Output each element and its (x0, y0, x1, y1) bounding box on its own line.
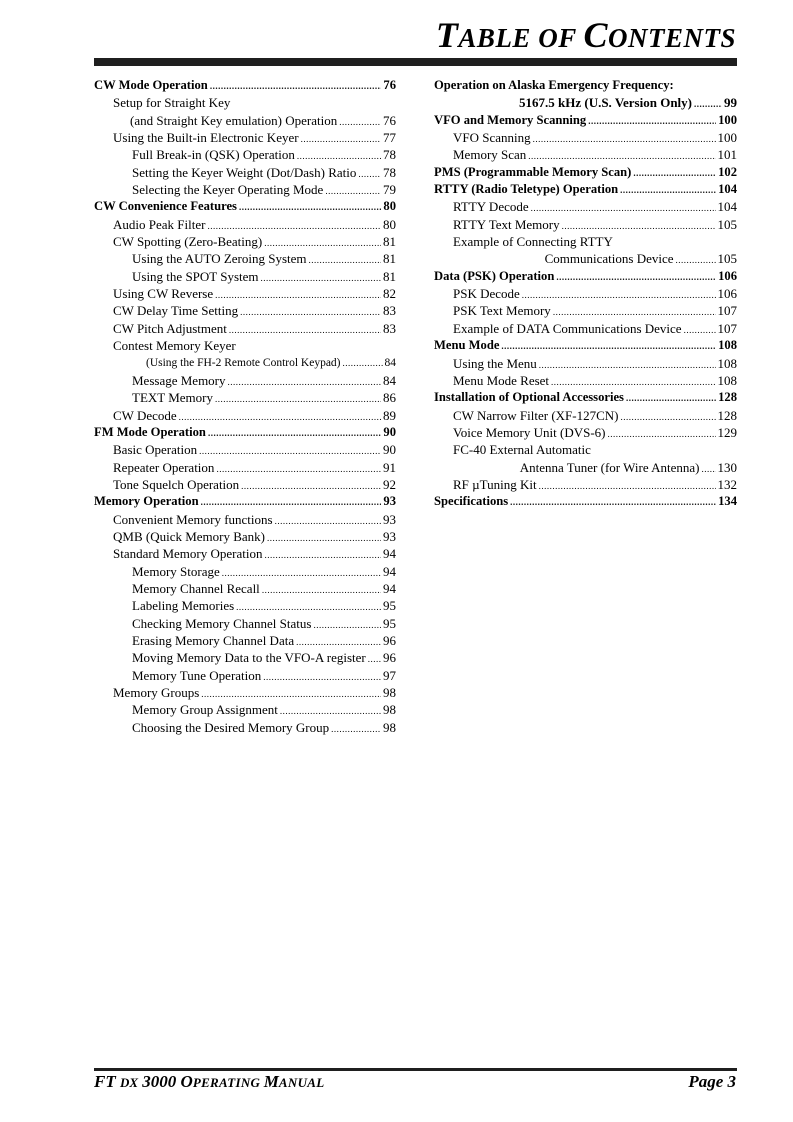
toc-entry-title: Installation of Optional Accessories (434, 390, 624, 405)
toc-entry-page: 98 (383, 719, 396, 735)
dot-leader (296, 638, 381, 647)
toc-entry[interactable] (434, 268, 737, 285)
toc-entry-title: Choosing the Desired Memory Group (132, 719, 330, 735)
toc-entry[interactable] (94, 563, 396, 580)
dot-leader (215, 291, 381, 300)
toc-entry[interactable] (94, 667, 396, 684)
toc-entry-page: 76 (383, 112, 396, 128)
dot-leader (556, 273, 716, 282)
toc-entry-page: 84 (383, 372, 396, 388)
toc-entry-page: 93 (383, 528, 396, 544)
page-number: Page 3 (688, 1072, 736, 1091)
dot-leader (313, 621, 381, 630)
dot-leader (228, 378, 381, 387)
toc-entry-page: 96 (383, 650, 396, 666)
toc-entry[interactable] (434, 285, 737, 302)
toc-entry-title: RF µTuning Kit (453, 476, 537, 492)
dot-leader (684, 326, 716, 335)
toc-entry-title: Memory Scan (453, 147, 527, 163)
toc-entry-page: 108 (717, 372, 737, 388)
toc-entry[interactable] (434, 476, 737, 493)
toc-entry-title: Convenient Memory functions (113, 511, 273, 527)
toc-entry-page: 98 (383, 702, 396, 718)
toc-entry[interactable] (94, 198, 396, 215)
toc-entry-title: Memory Group Assignment (132, 702, 278, 718)
toc-entry[interactable] (94, 493, 396, 510)
toc-entry-page: 129 (717, 424, 737, 440)
dot-leader (368, 655, 381, 664)
dot-leader (215, 395, 381, 404)
toc-entry[interactable] (434, 146, 737, 163)
toc-entry[interactable] (434, 372, 737, 389)
toc-entry-page: 83 (383, 303, 396, 319)
toc-entry-title: Example of DATA Communications Device (453, 320, 682, 336)
toc-entry[interactable] (94, 701, 396, 718)
dot-leader (510, 498, 716, 507)
toc-entry[interactable] (434, 355, 737, 372)
toc-entry-title: Voice Memory Unit (DVS-6) (453, 424, 606, 440)
toc-entry[interactable] (94, 164, 396, 181)
toc-entry-title: Using the SPOT System (132, 268, 259, 284)
toc-entry[interactable] (434, 407, 737, 424)
toc-entry-page: 93 (383, 511, 396, 527)
toc-entry[interactable] (434, 77, 737, 94)
toc-entry[interactable] (94, 268, 396, 285)
toc-entry-title: Checking Memory Channel Status (132, 615, 312, 631)
toc-entry[interactable] (94, 649, 396, 666)
toc-entry[interactable] (94, 320, 396, 337)
toc-entry[interactable] (94, 597, 396, 614)
dot-leader (694, 100, 722, 109)
toc-entry[interactable] (94, 632, 396, 649)
toc-entry-title: Setup for Straight Key (113, 95, 231, 111)
toc-entry-title: Specifications (434, 494, 509, 509)
toc-entry-title: FM Mode Operation (94, 424, 206, 439)
toc-entry-page: 78 (383, 147, 396, 163)
page-title: TABLE OF CONTENTS (435, 15, 736, 55)
footer-rule (94, 1068, 737, 1071)
toc-entry[interactable] (94, 216, 396, 233)
dot-leader (280, 707, 381, 716)
dot-leader (241, 482, 381, 491)
toc-entry-page: 106 (717, 286, 737, 302)
toc-entry[interactable] (94, 285, 396, 302)
toc-entry[interactable] (434, 320, 737, 337)
dot-leader (216, 465, 381, 474)
toc-entry-title: Operation on Alaska Emergency Frequency: (434, 78, 674, 92)
toc-entry[interactable] (434, 216, 737, 233)
toc-entry[interactable] (94, 441, 396, 458)
dot-leader (553, 308, 716, 317)
toc-entry-title: Using the AUTO Zeroing System (132, 251, 307, 267)
toc-entry-title: CW Spotting (Zero-Beating) (113, 234, 263, 250)
dot-leader (522, 291, 716, 300)
dot-leader (551, 378, 715, 387)
dot-leader (501, 342, 716, 351)
toc-entry[interactable] (434, 337, 737, 354)
dot-leader (201, 498, 382, 507)
toc-entry[interactable] (94, 684, 396, 701)
dot-leader (325, 187, 381, 196)
toc-entry-page: 86 (383, 390, 396, 406)
toc-entry-title: VFO Scanning (453, 130, 531, 146)
toc-entry[interactable] (434, 164, 737, 181)
toc-entry[interactable] (434, 94, 737, 111)
dot-leader (531, 204, 716, 213)
toc-entry-page: 76 (383, 78, 396, 92)
dot-leader (626, 394, 716, 403)
toc-entry-title: PSK Decode (453, 286, 520, 302)
toc-entry-title: Using CW Reverse (113, 286, 214, 302)
toc-entry-page: 98 (383, 685, 396, 701)
toc-entry[interactable] (94, 615, 396, 632)
dot-leader (339, 118, 381, 127)
toc-entry-title: Memory Operation (94, 494, 199, 509)
toc-entry-title: VFO and Memory Scanning (434, 112, 587, 127)
dot-leader (621, 413, 716, 422)
toc-entry[interactable] (94, 528, 396, 545)
toc-entry-page: 96 (383, 633, 396, 648)
toc-entry[interactable] (94, 424, 396, 441)
toc-entry[interactable] (434, 389, 737, 406)
toc-entry-page: 100 (718, 112, 737, 127)
dot-leader (539, 482, 716, 491)
toc-entry[interactable] (434, 459, 737, 476)
toc-entry[interactable] (434, 181, 737, 198)
toc-entry-title: RTTY Decode (453, 199, 529, 215)
toc-entry-title: (and Straight Key emulation) Operation (130, 112, 338, 128)
toc-entry[interactable] (434, 424, 737, 441)
toc-entry-title: Data (PSK) Operation (434, 268, 555, 283)
toc-entry[interactable] (94, 407, 396, 424)
manual-title: FT DX 3000 OPERATING MANUAL (94, 1072, 325, 1091)
toc-entry-title: Memory Groups (113, 685, 200, 701)
toc-entry-page: 81 (383, 268, 396, 284)
toc-entry-page: 104 (717, 199, 737, 215)
dot-leader (222, 569, 381, 578)
toc-entry[interactable] (94, 94, 396, 111)
toc-entry-title: Labeling Memories (132, 598, 235, 614)
dot-leader (562, 222, 716, 231)
toc-entry-page: 105 (717, 216, 737, 232)
toc-entry-page: 84 (384, 356, 396, 369)
dot-leader (533, 135, 716, 144)
dot-leader (210, 82, 382, 91)
toc-entry-page: 108 (718, 338, 737, 353)
toc-entry-title: (Using the FH-2 Remote Control Keypad) (146, 356, 341, 369)
dot-leader (633, 169, 716, 178)
toc-entry-title: QMB (Quick Memory Bank) (113, 528, 266, 544)
toc-entry-page: 101 (717, 147, 737, 163)
toc-entry-title: Memory Tune Operation (132, 667, 262, 683)
toc-entry[interactable] (434, 198, 737, 215)
toc-entry-title: Setting the Keyer Weight (Dot/Dash) Ratio (132, 164, 357, 180)
toc-entry-title: Using the Menu (453, 355, 537, 371)
dot-leader (539, 361, 716, 370)
toc-entry-page: 78 (383, 164, 396, 180)
toc-entry-title: Using the Built-in Electronic Keyer (113, 130, 299, 146)
toc-entry-page: 132 (717, 476, 737, 492)
dot-leader (264, 551, 381, 560)
toc-entry-page: 95 (383, 598, 396, 614)
toc-entry-page: 106 (718, 268, 737, 283)
toc-entry-page: 94 (383, 563, 396, 579)
toc-entry[interactable] (94, 476, 396, 493)
toc-entry-page: 107 (717, 320, 737, 336)
toc-entry-title: RTTY (Radio Teletype) Operation (434, 182, 619, 197)
toc-entry-title: Message Memory (132, 372, 226, 388)
toc-entry-page: 92 (383, 476, 396, 492)
toc-entry-title: Erasing Memory Channel Data (132, 633, 295, 648)
toc-entry-title: Tone Squelch Operation (113, 476, 240, 492)
dot-leader (261, 274, 381, 283)
header-rule (94, 58, 737, 66)
toc-entry[interactable] (94, 181, 396, 198)
toc-entry[interactable] (434, 129, 737, 146)
dot-leader (620, 186, 716, 195)
dot-leader (702, 465, 716, 474)
toc-entry-title: Communications Device (544, 251, 674, 267)
dot-leader (236, 603, 381, 612)
dot-leader (201, 690, 381, 699)
dot-leader (239, 203, 381, 212)
toc-entry[interactable] (94, 372, 396, 389)
toc-entry-title: 5167.5 kHz (U.S. Version Only) (519, 95, 692, 111)
toc-entry-title: PSK Text Memory (453, 303, 551, 319)
toc-entry-title: Full Break-in (QSK) Operation (132, 147, 295, 163)
dot-leader (343, 359, 383, 368)
toc-entry-page: 130 (717, 459, 737, 475)
toc-entry-page: 95 (383, 615, 396, 631)
toc-entry-title: CW Mode Operation (94, 78, 208, 92)
toc-right-column (434, 77, 737, 511)
toc-entry-title: RTTY Text Memory (453, 216, 560, 232)
toc-entry-page: 107 (717, 303, 737, 319)
toc-entry[interactable] (94, 129, 396, 146)
toc-entry-title: Repeater Operation (113, 459, 215, 475)
toc-entry[interactable] (94, 545, 396, 562)
toc-entry-page: 77 (383, 130, 396, 146)
dot-leader (208, 429, 381, 438)
dot-leader (199, 447, 381, 456)
dot-leader (179, 413, 381, 422)
dot-leader (229, 326, 381, 335)
toc-entry-title: Menu Mode (434, 338, 500, 353)
toc-entry[interactable] (94, 355, 396, 372)
toc-entry-page: 90 (383, 424, 396, 439)
toc-entry-title: CW Convenience Features (94, 199, 237, 214)
dot-leader (358, 170, 381, 179)
toc-entry[interactable] (94, 77, 396, 94)
dot-leader (528, 152, 715, 161)
toc-entry-page: 91 (383, 459, 396, 475)
toc-entry-page: 80 (383, 216, 396, 232)
toc-entry[interactable] (434, 493, 737, 510)
dot-leader (264, 239, 381, 248)
toc-entry-title: Standard Memory Operation (113, 546, 263, 562)
toc-entry-title: Antenna Tuner (for Wire Antenna) (519, 459, 700, 475)
toc-entry-title: Moving Memory Data to the VFO-A register (132, 650, 366, 666)
dot-leader (263, 673, 381, 682)
toc-entry[interactable] (434, 441, 737, 458)
dot-leader (297, 152, 381, 161)
dot-leader (301, 135, 381, 144)
toc-entry-title: CW Decode (113, 407, 177, 423)
toc-entry-title: Contest Memory Keyer (113, 338, 236, 354)
toc-entry[interactable] (94, 719, 396, 736)
dot-leader (275, 517, 381, 526)
toc-entry[interactable] (94, 250, 396, 267)
toc-entry-title: Selecting the Keyer Operating Mode (132, 182, 324, 198)
toc-entry-title: TEXT Memory (132, 390, 213, 406)
toc-entry-page: 90 (383, 442, 396, 458)
toc-entry-title: PMS (Programmable Memory Scan) (434, 164, 632, 179)
toc-entry[interactable] (434, 250, 737, 267)
toc-entry-page: 89 (383, 407, 396, 423)
toc-entry[interactable] (94, 233, 396, 250)
toc-entry-title: Memory Channel Recall (132, 580, 260, 596)
toc-entry[interactable] (94, 302, 396, 319)
toc-entry-title: FC-40 External Automatic (453, 442, 591, 458)
dot-leader (588, 117, 716, 126)
toc-entry-page: 94 (383, 580, 396, 596)
dot-leader (676, 256, 716, 265)
toc-entry-page: 81 (383, 234, 396, 250)
toc-entry-page: 81 (383, 251, 396, 267)
toc-left-column (94, 77, 396, 736)
dot-leader (207, 222, 381, 231)
toc-entry-page: 79 (383, 182, 396, 198)
toc-entry-title: Memory Storage (132, 563, 220, 579)
toc-entry[interactable] (94, 459, 396, 476)
toc-entry[interactable] (434, 112, 737, 129)
toc-entry[interactable] (94, 511, 396, 528)
toc-entry[interactable] (94, 389, 396, 406)
toc-entry-page: 104 (718, 182, 737, 197)
dot-leader (240, 308, 381, 317)
toc-entry[interactable] (94, 146, 396, 163)
dot-leader (331, 725, 381, 734)
toc-entry-page: 128 (718, 390, 737, 405)
toc-entry-title: Example of Connecting RTTY (453, 234, 613, 250)
toc-entry-page: 102 (718, 164, 737, 179)
toc-entry-page: 99 (724, 95, 737, 111)
toc-entry-title: Menu Mode Reset (453, 372, 550, 388)
toc-entry[interactable] (94, 580, 396, 597)
toc-entry-page: 97 (383, 667, 396, 683)
toc-entry-page: 93 (383, 494, 396, 509)
toc-entry[interactable] (434, 302, 737, 319)
toc-entry-title: Basic Operation (113, 442, 198, 458)
toc-entry[interactable] (434, 233, 737, 250)
toc-entry-page: 83 (383, 320, 396, 336)
toc-entry[interactable] (94, 337, 396, 354)
toc-entry-title: CW Pitch Adjustment (113, 320, 227, 336)
toc-entry-page: 128 (717, 407, 737, 423)
dot-leader (608, 430, 716, 439)
toc-entry-title: Audio Peak Filter (113, 216, 206, 232)
toc-entry-page: 134 (718, 494, 737, 509)
dot-leader (262, 586, 381, 595)
toc-entry-page: 105 (717, 251, 737, 267)
toc-entry-page: 80 (383, 199, 396, 214)
dot-leader (309, 256, 381, 265)
toc-entry-page: 100 (717, 130, 737, 146)
dot-leader (267, 534, 381, 543)
toc-entry-title: CW Delay Time Setting (113, 303, 239, 319)
toc-entry-page: 108 (717, 355, 737, 371)
toc-entry-page: 94 (383, 546, 396, 562)
toc-entry-page: 82 (383, 286, 396, 302)
toc-entry[interactable] (94, 112, 396, 129)
toc-entry-title: CW Narrow Filter (XF-127CN) (453, 407, 619, 423)
